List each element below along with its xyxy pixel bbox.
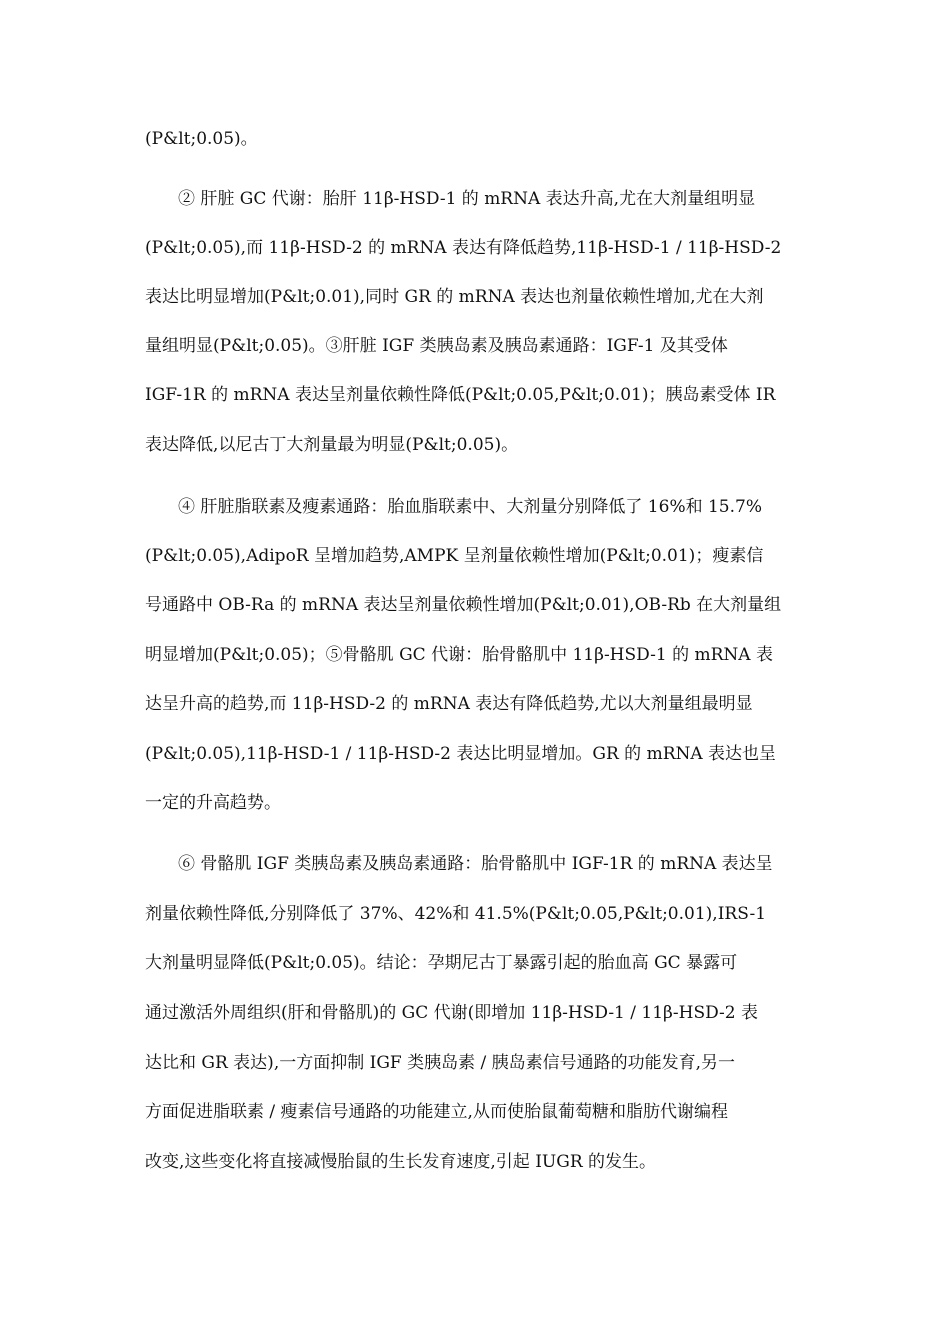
text-line: ④ 肝脏脂联素及瘦素通路：胎血脂联素中、大剂量分别降低了 16%和 15.7% bbox=[178, 497, 763, 517]
text-line: 达比和 GR 表达),一方面抑制 IGF 类胰岛素 / 胰岛素信号通路的功能发育,另一 bbox=[145, 1053, 736, 1073]
text-line: 号通路中 OB-Ra 的 mRNA 表达呈剂量依赖性增加(P&lt;0.01),OB-Rb 在大剂量组 bbox=[145, 595, 782, 615]
text-line: 量组明显(P&lt;0.05)。③肝脏 IGF 类胰岛素及胰岛素通路：IGF-1 及其受体 bbox=[145, 336, 728, 356]
text-line: 一定的升高趋势。 bbox=[145, 793, 281, 813]
text-line: (P&lt;0.05),而 11β-HSD-2 的 mRNA 表达有降低趋势,11β-HSD-1 / 11β-HSD-2 bbox=[145, 238, 782, 258]
text-line: 改变,这些变化将直接减慢胎鼠的生长发育速度,引起 IUGR 的发生。 bbox=[145, 1152, 657, 1172]
text-line: IGF-1R 的 mRNA 表达呈剂量依赖性降低(P&lt;0.05,P&lt;0.01)；胰岛素受体 IR bbox=[145, 385, 776, 405]
text-line: 方面促进脂联素 / 瘦素信号通路的功能建立,从而使胎鼠葡萄糖和脂肪代谢编程 bbox=[145, 1102, 728, 1122]
text-line: 表达比明显增加(P&lt;0.01),同时 GR 的 mRNA 表达也剂量依赖性增加,尤在大剂 bbox=[145, 287, 764, 307]
text-line: 大剂量明显降低(P&lt;0.05)。结论：孕期尼古丁暴露引起的胎血高 GC 暴露可 bbox=[145, 953, 738, 973]
text-line: 通过激活外周组织(肝和骨骼肌)的 GC 代谢(即增加 11β-HSD-1 / 11β-HSD-2 表 bbox=[145, 1003, 758, 1023]
text-line: 表达降低,以尼古丁大剂量最为明显(P&lt;0.05)。 bbox=[145, 435, 519, 455]
text-line: 明显增加(P&lt;0.05)；⑤骨骼肌 GC 代谢：胎骨骼肌中 11β-HSD-1 的 mRNA 表 bbox=[145, 645, 773, 665]
text-line: 达呈升高的趋势,而 11β-HSD-2 的 mRNA 表达有降低趋势,尤以大剂量组最明显 bbox=[145, 694, 753, 714]
text-line: (P&lt;0.05),11β-HSD-1 / 11β-HSD-2 表达比明显增加。GR 的 mRNA 表达也呈 bbox=[145, 744, 777, 764]
text-line: (P&lt;0.05)。 bbox=[145, 129, 258, 149]
text-line: ② 肝脏 GC 代谢：胎肝 11β-HSD-1 的 mRNA 表达升高,尤在大剂量组明显 bbox=[178, 189, 756, 209]
text-line: (P&lt;0.05),AdipoR 呈增加趋势,AMPK 呈剂量依赖性增加(P&lt;0.01)；瘦素信 bbox=[145, 546, 764, 566]
text-line: 剂量依赖性降低,分别降低了 37%、42%和 41.5%(P&lt;0.05,P&lt;0.01),IRS-1 bbox=[145, 904, 767, 924]
text-line: ⑥ 骨骼肌 IGF 类胰岛素及胰岛素通路：胎骨骼肌中 IGF-1R 的 mRNA 表达呈 bbox=[178, 854, 773, 874]
